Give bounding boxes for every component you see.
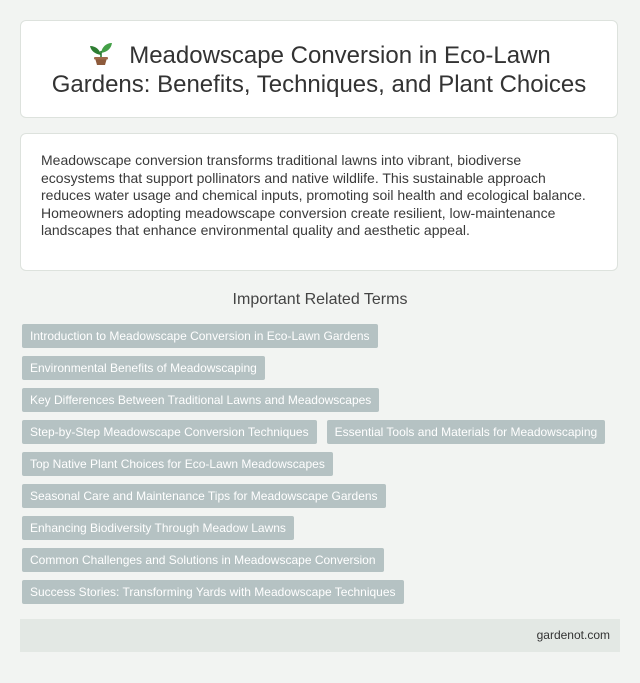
- related-term-tag[interactable]: Common Challenges and Solutions in Meadowscape Conversion: [22, 548, 384, 572]
- title-card: [20, 20, 618, 118]
- related-term-tag[interactable]: Top Native Plant Choices for Eco-Lawn Meadowscapes: [22, 452, 333, 476]
- related-term-tag[interactable]: Seasonal Care and Maintenance Tips for Meadowscape Gardens: [22, 484, 386, 508]
- related-term-tag[interactable]: Key Differences Between Traditional Lawns and Meadowscapes: [22, 388, 379, 412]
- related-term-tag[interactable]: Enhancing Biodiversity Through Meadow Lawns: [22, 516, 294, 540]
- intro-text: Meadowscape conversion transforms traditional lawns into vibrant, biodiverse ecosystems that support pollinators and native wildlife. This sustainable approach reduces water usage and chemical inputs, promoting soil health and ecological balance. Homeowners adopting meadowscape conversion create resilient, low-maintenance landscapes that enhance environmental quality and aesthetic appeal.: [41, 152, 586, 238]
- sprout-icon: [87, 40, 115, 66]
- page-title-text: Meadowscape Conversion in Eco-Lawn Gardens: Benefits, Techniques, and Plant Choices: [51, 41, 587, 98]
- related-terms-heading: Important Related Terms: [232, 291, 408, 308]
- related-term-tag[interactable]: Essential Tools and Materials for Meadowscaping: [327, 420, 606, 444]
- page-title: [21, 40, 617, 99]
- related-term-tag[interactable]: Environmental Benefits of Meadowscaping: [22, 356, 265, 380]
- related-term-tag[interactable]: Introduction to Meadowscape Conversion in Eco-Lawn Gardens: [22, 324, 378, 348]
- footer: [20, 619, 620, 652]
- related-term-tag[interactable]: Success Stories: Transforming Yards with Meadowscape Techniques: [22, 580, 404, 604]
- intro-card: [20, 133, 618, 271]
- related-term-tag[interactable]: Step-by-Step Meadowscape Conversion Techniques: [22, 420, 317, 444]
- related-terms-list: [22, 324, 622, 604]
- footer-site-name[interactable]: gardenot.com: [536, 628, 610, 642]
